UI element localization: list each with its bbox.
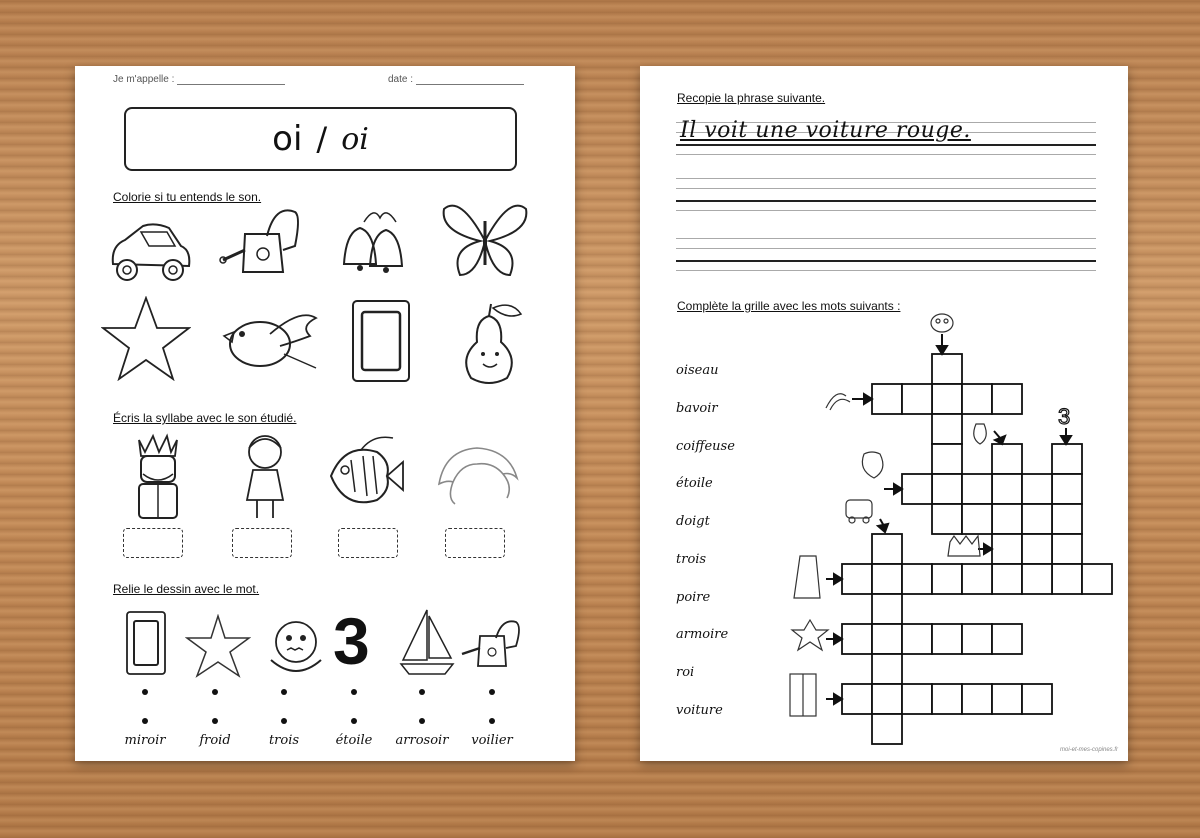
date-label: date :	[388, 74, 414, 85]
match-dot-picture[interactable]	[419, 689, 425, 695]
crossword-grid[interactable]	[640, 66, 1128, 761]
cold-face-icon	[263, 614, 329, 678]
title-box	[124, 107, 517, 171]
pear-icon	[453, 298, 525, 386]
section-colour-heading: Colorie si tu entends le son.	[113, 190, 262, 204]
bird-icon	[220, 306, 320, 376]
star-face-icon	[792, 620, 828, 650]
match-dot-picture[interactable]	[212, 689, 218, 695]
grid-word: oiseau	[676, 363, 719, 378]
match-word: voilier	[471, 733, 513, 748]
sailboat-icon	[397, 608, 457, 678]
syllable-answer-box-4[interactable]	[445, 528, 505, 558]
mirror-frame-icon	[350, 298, 412, 384]
worksheet-left-page	[75, 66, 575, 761]
match-word: froid	[199, 733, 231, 748]
match-dot-picture[interactable]	[489, 689, 495, 695]
copy-instruction: Recopie la phrase suivante.	[677, 91, 826, 105]
match-dot-picture[interactable]	[281, 689, 287, 695]
name-field	[113, 74, 285, 85]
king-icon	[125, 430, 191, 522]
finger-hand-icon	[826, 394, 850, 410]
title-slash: /	[316, 120, 328, 158]
girl-icon	[235, 430, 295, 522]
match-dot-word[interactable]	[489, 718, 495, 724]
hairdresser-icon	[794, 556, 820, 598]
grid-word: trois	[676, 552, 707, 567]
butterfly-icon	[440, 201, 530, 279]
car-icon	[846, 500, 872, 518]
name-line	[177, 84, 285, 85]
grid-instruction: Complète la grille avec les mots suivants :	[677, 299, 901, 313]
croissant-icon	[433, 442, 521, 506]
starfish-icon	[185, 614, 251, 678]
mirror-frame-icon	[125, 610, 167, 676]
date-line	[416, 84, 524, 85]
syllable-answer-box-3[interactable]	[338, 528, 398, 558]
car-icon	[105, 216, 195, 291]
grid-word: bavoir	[676, 401, 718, 416]
worksheet-right-page	[640, 66, 1128, 761]
match-word: étoile	[335, 733, 373, 748]
match-word: miroir	[124, 733, 166, 748]
grid-word: doigt	[676, 514, 710, 529]
section-write-heading: Écris la syllabe avec le son étudié.	[113, 411, 297, 425]
match-word: arrosoir	[395, 733, 449, 748]
crown-icon	[948, 536, 980, 556]
title-cursive: oi	[341, 121, 369, 157]
match-dot-picture[interactable]	[351, 689, 357, 695]
bib-icon	[862, 452, 883, 478]
watering-can-icon	[215, 206, 305, 281]
match-word: trois	[268, 733, 300, 748]
bells-icon	[330, 204, 420, 279]
grid-word: poire	[676, 590, 711, 605]
match-dot-word[interactable]	[281, 718, 287, 724]
fish-icon	[325, 432, 405, 518]
match-dot-word[interactable]	[212, 718, 218, 724]
number-three-icon: 3	[333, 604, 370, 678]
syllable-answer-box-2[interactable]	[232, 528, 292, 558]
match-dot-word[interactable]	[419, 718, 425, 724]
grid-word: armoire	[676, 627, 729, 642]
title-print: oi	[272, 119, 303, 159]
grid-word: voiture	[676, 703, 723, 718]
name-label: Je m'appelle :	[113, 74, 175, 85]
grid-word: roi	[676, 665, 695, 680]
grid-word: coiffeuse	[676, 439, 735, 454]
watering-can-icon	[458, 618, 524, 670]
model-sentence: Il voit une voiture rouge.	[680, 118, 971, 143]
match-dot-word[interactable]	[142, 718, 148, 724]
star-icon	[101, 296, 191, 381]
grid-word: étoile	[676, 476, 713, 491]
section-match-heading: Relie le dessin avec le mot.	[113, 582, 260, 596]
match-dot-picture[interactable]	[142, 689, 148, 695]
syllable-answer-box-1[interactable]	[123, 528, 183, 558]
date-field	[388, 74, 524, 85]
pear-icon	[974, 424, 987, 444]
credit-text: moi-et-mes-copines.fr	[1059, 747, 1118, 753]
match-dot-word[interactable]	[351, 718, 357, 724]
grid-number-three: 3	[1058, 404, 1071, 429]
owl-bird-icon	[931, 314, 953, 332]
